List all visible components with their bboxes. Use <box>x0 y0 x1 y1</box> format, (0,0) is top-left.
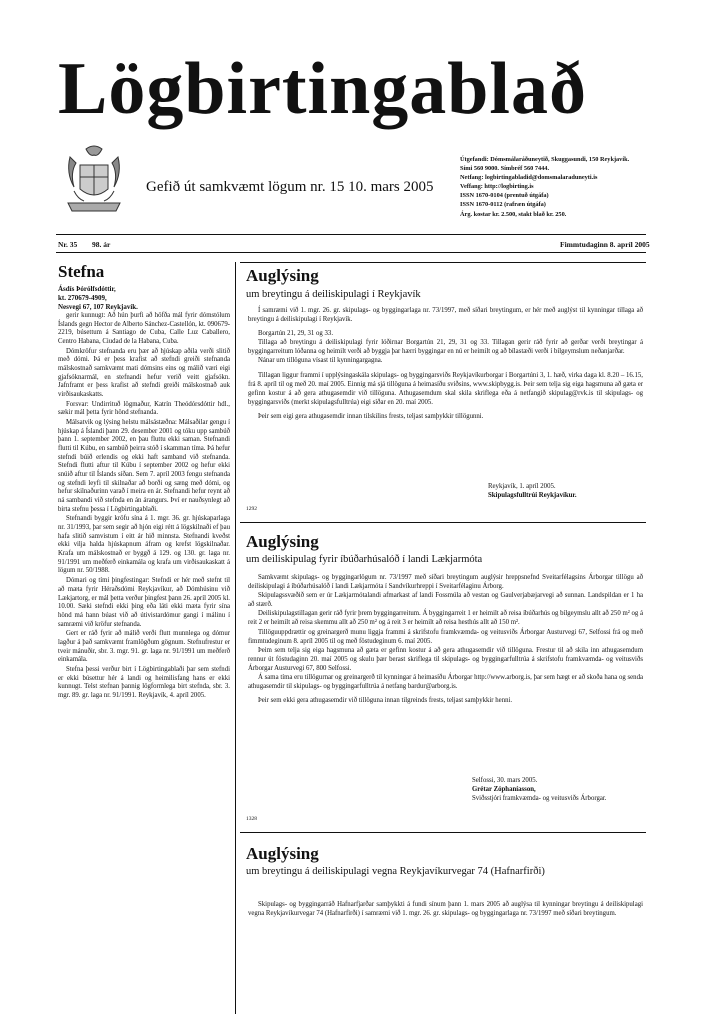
rule-section-3 <box>240 832 646 833</box>
paragraph: Forsvar: Undirrituð lögmaður, Katrín Theódórsdóttir hdl., sækir mál þetta fyrir hönd stefnanda. <box>58 400 230 417</box>
signature-role: Sviðsstjóri framkvæmda- og veitusviðs Árborgar. <box>472 795 607 803</box>
section-1-heading: Auglýsing <box>246 266 319 285</box>
issue-volume: 98. ár <box>92 240 111 249</box>
paragraph: Stefnandi byggir kröfu sína á 1. mgr. 36. gr. hjúskaparlaga nr. 31/1993, þar sem segir að hjón eigi rétt á lögskilnaði ef þau hafa slitið samvistum í eitt ár hið minnsta. Stefnandi kveðst ekki vilja halda hjúskapnum áfram og krefst lögskilnaðar. Krafa um málskostnað er byggð á 129. og 130. gr. laga nr. 91/1991 um meðferð einkamála og krafa um virðisaukaskatt á lögum nr. 50/1988. <box>58 515 230 575</box>
publisher-line: Árg. kostar kr. 2.500, stakt blað kr. 250. <box>460 210 567 218</box>
publisher-line: Sími 560 9000. Símbréf 560 7444. <box>460 165 550 173</box>
rule-section-1 <box>240 262 646 263</box>
section-2-signature <box>472 776 606 803</box>
publisher-info <box>460 155 640 219</box>
section-1-subheading: um breytingu á deiliskipulagi í Reykjavík <box>246 289 421 300</box>
rule-issue <box>56 252 646 253</box>
section-3-heading: Auglýsing <box>246 844 319 863</box>
paragraph: Dómari og tími þingfestingar: Stefndi er hér með stefnt til að mæta fyrir Héraðsdómi Reykjavíkur, að Dómhúsinu við Lækjartorg, er mál þetta verður þingfest þann 26. apríl 2005 kl. 10.00. Sæki stefndi ekki þing eða láti ekki mæta fyrir sína hönd má hann búast við að útivistardómur gangi í málinu í samræmi við kröfur stefnanda. <box>58 577 230 628</box>
publisher-line: ISSN 1670-0104 (prentuð útgáfa) <box>460 192 549 200</box>
section-2-body <box>248 573 643 705</box>
paragraph: Borgartún 21, 29, 31 og 33. <box>258 330 334 338</box>
paragraph: Þeir sem ekki gera athugasemdir við tillöguna innan tilgreinds frests, teljast samþykkir henni. <box>258 697 513 705</box>
rule-top <box>56 234 646 235</box>
publisher-line: Veffang: http://logbirting.is <box>460 183 534 191</box>
paragraph: Dómkröfur stefnanda eru þær að hjúskap aðila verði slitið með dómi. Þá er þess krafist að stefndi greiði stefnanda málskostnað samkvæmt mati dómsins eins og málið væri eigi gjafsóknarmál, en stefnandi hefur verið veitt gjafsókn. Jafnframt er þess krafist að stefndi greiði málskostnað auk virðisaukaskatts. <box>58 347 230 399</box>
paragraph: Skipulagssvæðið sem er úr Lækjarmótalandi afmarkast af landi Fossmúla að vestan og Gaulverjabæjarvegi að sunnan. Landspildan er 1 ha að stærð. <box>248 592 643 609</box>
publisher-line: ISSN 1670-0112 (rafræn útgáfa) <box>460 201 546 209</box>
paragraph: Tillagan liggur frammi í upplýsingaskála skipulags- og byggingarsviðs Reykjavíkurborgar í Borgartúni 3, 1. hæð, virka daga kl. 8.20 – 16.15, frá 8. apríl til og með 20. maí 2005. Einnig má sjá tillöguna á heimasíðu sviðsins, www.skipbygg.is. Þeir sem telja sig eiga hagsmuna að gæta er gefinn kostur á að gera athugasemdir við tillöguna. Athugasemdum skal skila skriflega eða á netfangið skipulag@rvk.is til skipulags- og byggingarsviðs (merkt skipulagsfulltrúa) eigi síðar en 20. maí 2005. <box>248 371 643 406</box>
section-2-subheading: um deiliskipulag fyrir íbúðarhúsalóð í landi Lækjarmóta <box>246 554 483 565</box>
paragraph: Gert er ráð fyrir að málið verði flutt munnlega og dómur lagður á það samkvæmt framlögðum gögnum. Stefnufrestur er tveir mánuðir, sbr. 3. mgr. 91. gr. laga nr. 91/1991 um meðferð einkamála. <box>58 630 230 664</box>
signature-signer: Skipulagsfulltrúi Reykjavíkur. <box>488 492 577 500</box>
paragraph: Nánar um tillöguna vísast til kynningargagna. <box>258 357 383 365</box>
section-1-ref: 1292 <box>246 506 257 512</box>
issue-date: Fimmtudaginn 8. apríl 2005 <box>560 240 650 249</box>
issue-number: Nr. 35 <box>58 240 78 249</box>
party-block <box>58 285 228 312</box>
rule-section-2 <box>240 522 646 523</box>
paragraph: Tillaga að breytingu á deiliskipulagi fyrir lóðirnar Borgartún 21, 29, 31 og 33. Tillagan gerir ráð fyrir að gerðar verði breytingar á byggingarreitum lóðanna og heimilt verði að byggja þar hærri byggingar en nú er heimilt og að bílastæði verði í bílgeymslum neðanjarðar. <box>248 339 643 356</box>
masthead-title: Lögbirtingablað <box>58 48 587 130</box>
signature-place-date: Reykjavík, 1. apríl 2005. <box>488 483 556 490</box>
paragraph: Á sama tíma eru tillögurnar og greinargerð til kynningar á heimasíðu Árborgar http://www.arborg.is, þar sem hægt er að skoða hana og senda athugasemdir til skipulags- og byggingarfulltrúa á netfang bardur@arborg.is. <box>248 674 643 691</box>
section-3-body <box>248 900 643 918</box>
section-1-signature <box>488 482 577 500</box>
publisher-line: Netfang: logbirtingabladid@domsmalaraduneyti.is <box>460 174 598 182</box>
column-divider <box>235 262 236 1014</box>
paragraph: Þeim sem telja sig eiga hagsmuna að gæta er gefinn kostur á að gera athugasemdir við tillöguna. Frestur til að skila inn athugasemdum rennur út föstudaginn 20. maí 2005 og skulu þær berast skriflega til skipulags- og byggingarfulltrúa á skrifstofu framkvæmda- og veitusviðs Árborgar Austurvegi 67, 800 Selfossi. <box>248 646 643 672</box>
stefna-body <box>58 312 230 701</box>
paragraph: Stefna þessi verður birt í Lögbirtingablaði þar sem stefndi er ekki búsettur hér á landi og heimilisfang hans er ekki kunnugt. Telst stefnan þannig lögformlega birt stefnda, sbr. 3. mgr. 89. gr. laga nr. 91/1991. Reykjavík, 4. apríl 2005. <box>58 665 230 699</box>
publisher-line: Útgefandi: Dómsmálaráðuneytið, Skuggasundi, 150 Reykjavík. <box>460 156 630 163</box>
section-3-subheading: um breytingu á deiliskipulagi vegna Reykjavíkurvegar 74 (Hafnarfirði) <box>246 866 545 877</box>
left-heading: Stefna <box>58 262 105 281</box>
party-line: kt. 270679-4909, <box>58 294 107 302</box>
party-line: Nesvegi 67, 107 Reykjavík. <box>58 303 138 311</box>
paragraph: Í samræmi við 1. mgr. 26. gr. skipulags- og byggingarlaga nr. 73/1997, með síðari breytingum, er hér með auglýst til kynningar tillaga að breytingu á deiliskipulagi í Reykjavík. <box>248 307 643 324</box>
section-2-ref: 1328 <box>246 816 257 822</box>
paragraph: Samkvæmt skipulags- og byggingarlögum nr. 73/1997 með síðari breytingum auglýsir hreppsnefnd Sveitarfélagsins Árborgar tillögu að deiliskipulagi á íbúðarhúsalóð í landi Lækjarmóta í Sandvíkurhreppi í Sveitarfélaginu Árborg. <box>248 574 643 591</box>
section-1-body <box>248 306 643 421</box>
paragraph: gerir kunnugt: Að hún þurfi að höfða mál fyrir dómstólum Íslands gegn Hector de Alberto Sánchez-Castellón, kt. 090679-2219, búsettum á Santiago de Cuba, Calle Luz Caballero, Centro Habana, Ciudad de la Habana, Cuba. <box>58 312 230 346</box>
masthead-subtitle: Gefið út samkvæmt lögum nr. 15 10. mars 2005 <box>146 179 434 195</box>
paragraph: Skipulags- og byggingarráð Hafnarfjarðar samþykkti á fundi sínum þann 1. mars 2005 að auglýsa til kynningar breytingu á deiliskipulagi vegna Reykjavíkurvegar 74 (Hafnarfirði) í samræmi við 1. mgr. 26. gr. skipulags- og byggingarlaga nr. 73/1997 með síðari breytingum. <box>248 901 643 918</box>
paragraph: Þeir sem eigi gera athugasemdir innan tilskilins frests, teljast samþykkir tillögunni. <box>258 412 484 420</box>
paragraph: Deiliskipulagstillagan gerir ráð fyrir þrem byggingarreitum. Á byggingarreit 1 er heimilt að reisa íbúðarhús og bílgeymslu allt að 250 m² og á reit 2 er heimilt að reisa skemmu allt að 250 m² og á reit 3 er heimilt að reisa hesthús allt að 150 m². <box>248 610 643 627</box>
coat-of-arms-icon <box>62 143 126 215</box>
paragraph: Tillöguuppdrættir og greinargerð munu liggja frammi á skrifstofu framkvæmda- og veitusviðs Árborgar Austurvegi 67, Selfossi frá og með fimmtudeginum 8. apríl 2005 til og með föstudeginum 6. maí 2005. <box>248 628 643 645</box>
signature-signer: Grétar Zóphaníasson, <box>472 786 536 794</box>
party-line: Ásdís Þórólfsdóttir, <box>58 285 116 293</box>
signature-place-date: Selfossi, 30. mars 2005. <box>472 777 538 784</box>
paragraph: Málsatvik og lýsing helstu málsástæðna: Málsaðilar gengu í hjúskap á Íslandi þann 29. desember 2001 og tóku upp sambúð þann 1. september 2002, en þau fluttu ekki saman. Stefnandi flutti til Kúbu, en sambúð þeirra stóð í skamman tíma. Þá hefur stefndi búið erlendis og ekki haft samband við stefnanda. Stefndi flutti aftur til Kúbu í september 2002 og hefur ekki snúið aftur til Íslands síðan. Sem 7. apríl 2003 fengu stefnanda og stefndi leyfi til skilnaðar að borði og sæng með dómi, og hefur skilnaðurinn varað í meira en ár. Stefnandi hefur reynt að ná sambandi við stefnda en án árangurs. Því er nauðsynlegt að birta stefnu þessa í Lögbirtingablaði. <box>58 419 230 513</box>
section-2-heading: Auglýsing <box>246 532 319 551</box>
